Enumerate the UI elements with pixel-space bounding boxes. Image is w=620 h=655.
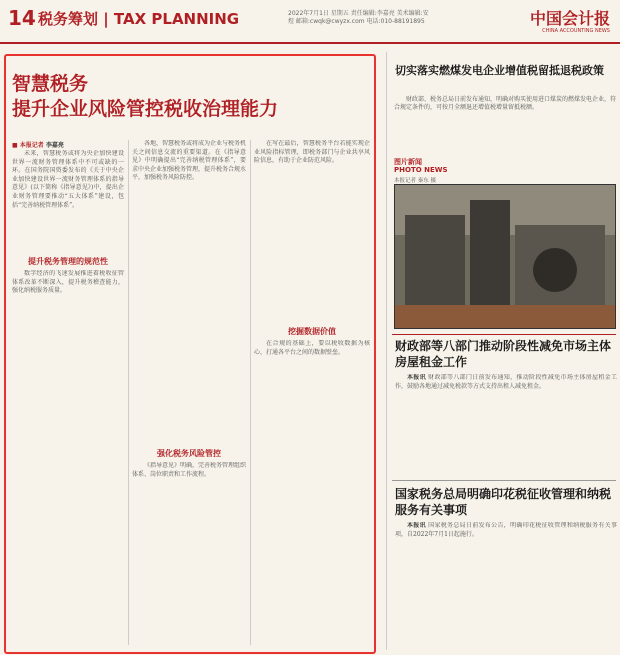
photo-news-en: PHOTO NEWS	[394, 166, 448, 174]
article-column-3	[254, 140, 370, 320]
article-column-2	[132, 140, 246, 440]
article-title	[12, 72, 278, 122]
subheading-2: 强化税务风险管控	[157, 449, 221, 458]
page-divider	[386, 52, 387, 650]
article-byline	[12, 140, 64, 149]
article-column-3b	[254, 340, 370, 650]
column-divider	[250, 140, 251, 645]
news-photo	[394, 184, 616, 329]
page-number: 14	[8, 6, 36, 30]
masthead: 中国会计报	[529, 9, 610, 28]
right-top-body: 财政部、税务总局日前发布通知，明确对购买使用进口煤炭的燃煤发电企业，符合规定条件的，可按月全额退还增值税增量留抵税额。	[394, 96, 617, 112]
article-title-line2: 提升企业风险管控税收治理能力	[12, 98, 279, 120]
photo-news-label	[394, 158, 448, 174]
article-column-1	[12, 150, 124, 250]
article-title-line1: 智慧税务	[12, 73, 89, 95]
photo-caption: 本报记者 秦东 摄	[394, 178, 436, 184]
photo-illustration	[395, 185, 616, 329]
photo-news-cn: 图片新闻	[394, 158, 422, 166]
article-col3-text: 在写在最后，智慧税务平台若能实现企业风险指标管理，即税务部门与企业共享风险信息，有助于企业防范风险。	[254, 140, 370, 165]
news-divider	[392, 480, 616, 481]
byline-label: ■ 本报记者	[12, 142, 44, 149]
article-col3b-text: 在合规的基础上，要以税收数据为核心，打通各平台之间的数据壁垒。	[254, 340, 370, 356]
news2-byline: 本报讯	[407, 522, 426, 529]
article-col1b-text: 数字经济的飞速发展推进着税收征管体系改革不断深入，提升税务稽查能力，强化纳税服务质量。	[12, 270, 124, 295]
news2-title: 国家税务总局明确印花税征收管理和纳税服务有关事项	[395, 487, 612, 517]
article-column-1b	[12, 270, 124, 650]
news2-text: 国家税务总局日前发布公告，明确印花税征收管理和纳税服务有关事项，自2022年7月1日起施行。	[395, 522, 617, 538]
column-divider	[128, 140, 129, 645]
masthead-sub: CHINA ACCOUNTING NEWS	[542, 28, 610, 34]
news1-body	[395, 374, 617, 478]
right-top-title: 切实落实燃煤发电企业增值税留抵退税政策	[395, 64, 604, 77]
news1-byline: 本报讯	[407, 374, 426, 381]
article-col2b-text: 《指导意见》明确，完善税务管理组织体系、岗位职责和工作流程。	[132, 462, 246, 478]
article-col1-text: 未来，智慧税务或将为央企加快建设世界一流财务管理体系中不可或缺的一环。在国务院国资委发布的《关于中央企业加快建设世界一流财务管理体系的指导意见》(以下简称《指导意见》)中，提出企业财务管理要推动“五大体系”建设，包括“完善纳税管理体系”。	[12, 150, 124, 209]
news1-text: 财政部等八部门日前发布通知，推动阶段性减免市场主体房屋租金工作，鼓励各地通过减免税款等方式支持出租人减免租金。	[395, 374, 617, 390]
subheading-1: 提升税务管理的规范性	[28, 257, 108, 266]
article-column-2b	[132, 462, 246, 650]
news2-body	[395, 522, 617, 650]
section-title: 税务筹划 | TAX PLANNING	[38, 10, 240, 28]
subheading-3: 挖掘数据价值	[288, 327, 336, 336]
byline-name: 李嘉亮	[45, 142, 64, 149]
header-meta: 2022年7月1日 星期五 责任编辑:李嘉亮 美术编辑:安煜 邮箱:cwqk@cwyzx.com 电话:010-88191895	[288, 10, 429, 25]
news-divider	[392, 334, 616, 335]
news1-title: 财政部等八部门推动阶段性减免市场主体房屋租金工作	[395, 339, 612, 369]
page-header	[0, 0, 620, 44]
article-col2-text: 各地，智慧税务或将成为企业与税务机关之间信息交流的重要渠道。在《指导意见》中明确提出“完善纳税管理体系”，要求中央企业加强税务管理，提升税务合规水平，加强税务风险防控。	[132, 140, 246, 182]
